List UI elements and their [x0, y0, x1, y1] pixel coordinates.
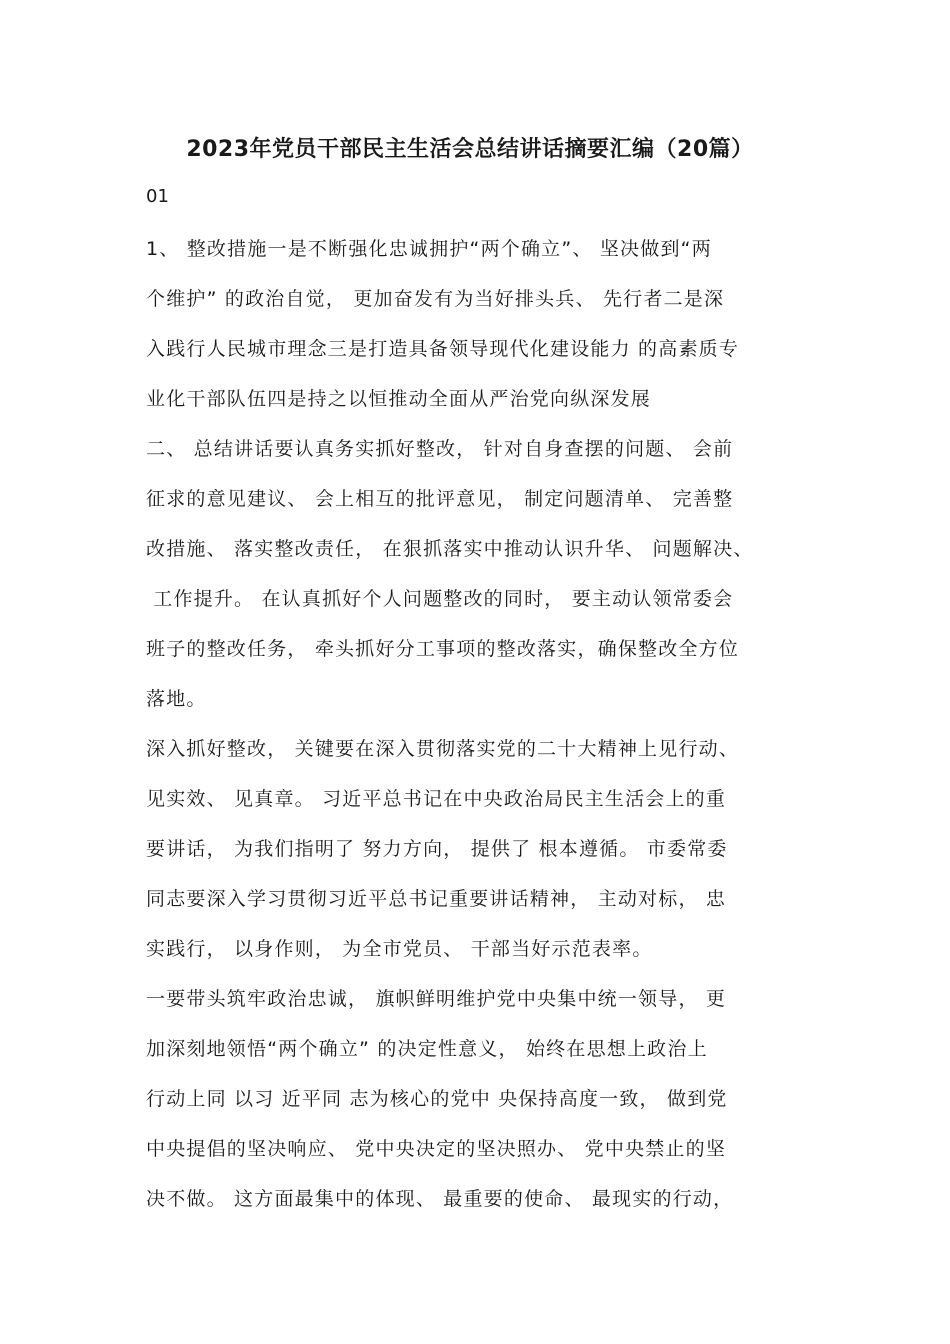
text-line: 个维护” 的政治自觉， 更加奋发有为当好排头兵、 先行者二是深	[146, 288, 725, 310]
text-line: 同志要深入学习贯彻习近平总书记重要讲话精神， 主动对标， 忠	[146, 888, 727, 910]
text-line: 见实效、 见真章。 习近平总书记在中央政治局民主生活会上的重	[146, 788, 727, 810]
text-line: 落地。	[146, 688, 207, 710]
text-line: 1、 整改措施一是不断强化忠诚拥护“两个确立”、 坚决做到“两	[146, 238, 712, 260]
document-body	[146, 224, 846, 1224]
text-line: 要讲话， 为我们指明了 努力方向， 提供了 根本遵循。 市委常委	[146, 838, 728, 860]
section-number: 01	[146, 186, 169, 207]
text-line: 入践行人民城市理念三是打造具备领导现代化建设能力 的高素质专	[146, 338, 740, 360]
text-line: 一要带头筑牢政治忠诚， 旗帜鲜明维护党中央集中统一领导， 更	[146, 988, 727, 1010]
text-line: 班子的整改任务， 牵头抓好分工事项的整改落实，确保整改全方位	[146, 638, 740, 660]
text-line: 征求的意见建议、 会上相互的批评意见， 制定问题清单、 完善整	[146, 488, 734, 510]
text-line: 行动上同 以习 近平同 志为核心的党中 央保持高度一致， 做到党	[146, 1088, 728, 1110]
document-title: 2023年党员干部民主生活会总结讲话摘要汇编（20篇）	[186, 137, 754, 162]
text-line: 深入抓好整改， 关键要在深入贯彻落实党的二十大精神上见行动、	[146, 738, 740, 760]
text-line: 二、 总结讲话要认真务实抓好整改， 针对自身查摆的问题、 会前	[146, 438, 734, 460]
text-line: 工作提升。 在认真抓好个人问题整改的同时， 要主动认领常委会	[146, 588, 734, 610]
text-line: 实践行， 以身作则， 为全市党员、 干部当好示范表率。	[146, 938, 653, 960]
text-line: 中央提倡的坚决响应、 党中央决定的坚决照办、 党中央禁止的坚	[146, 1138, 727, 1160]
text-line: 决不做。 这方面最集中的体现、 最重要的使命、 最现实的行动，	[146, 1188, 734, 1210]
text-line: 改措施、 落实整改责任， 在狠抓落实中推动认识升华、 问题解决、	[146, 538, 754, 560]
text-line: 加深刻地领悟“两个确立” 的决定性意义， 始终在思想上政治上	[146, 1038, 708, 1060]
text-line: 业化干部队伍四是持之以恒推动全面从严治党向纵深发展	[146, 388, 652, 410]
